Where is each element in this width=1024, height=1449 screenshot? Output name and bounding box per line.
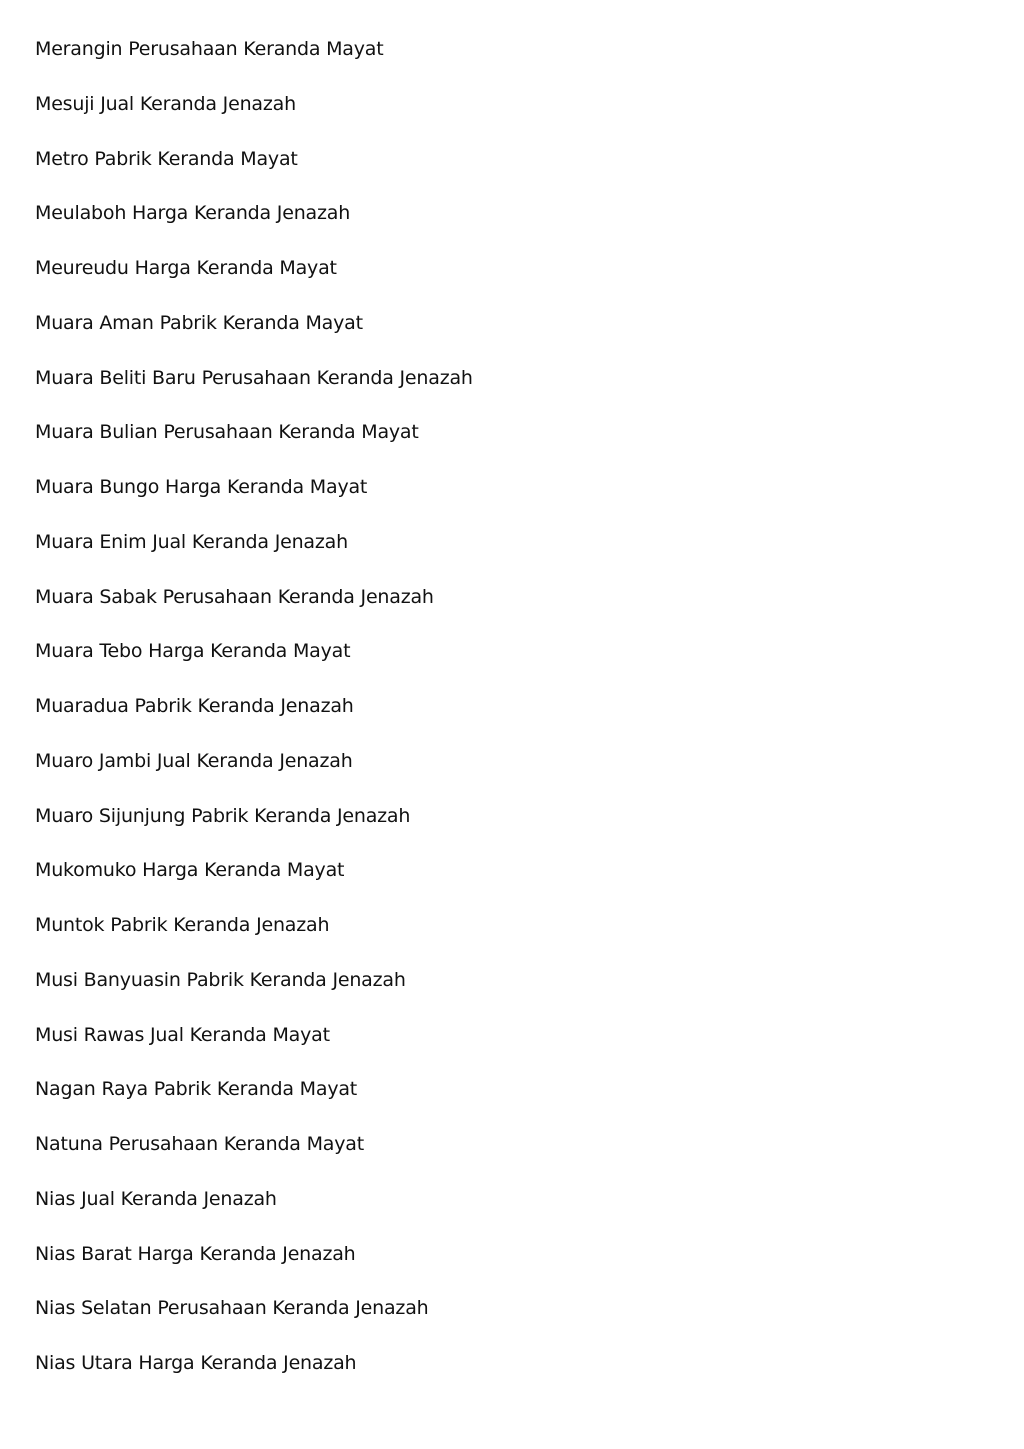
list-item: Meulaboh Harga Keranda Jenazah bbox=[35, 202, 351, 225]
list-item: Muara Aman Pabrik Keranda Mayat bbox=[35, 311, 363, 334]
list-item: Natuna Perusahaan Keranda Mayat bbox=[35, 1133, 364, 1155]
list-item: Muara Bungo Harga Keranda Mayat bbox=[35, 476, 368, 498]
list-item: Nias Selatan Perusahaan Keranda Jenazah bbox=[35, 1297, 429, 1320]
list-item: Nagan Raya Pabrik Keranda Mayat bbox=[35, 1078, 358, 1101]
list-item: Muaro Jambi Jual Keranda Jenazah bbox=[35, 749, 353, 772]
list-item: Muara Tebo Harga Keranda Mayat bbox=[35, 640, 351, 663]
list-item: Mesuji Jual Keranda Jenazah bbox=[35, 92, 296, 115]
text-list bbox=[35, 36, 473, 1405]
list-item: Muara Beliti Baru Perusahaan Keranda Jenazah bbox=[35, 366, 473, 389]
list-item: Musi Banyuasin Pabrik Keranda Jenazah bbox=[35, 968, 406, 991]
list-item: Nias Jual Keranda Jenazah bbox=[35, 1187, 277, 1210]
list-item: Muaro Sijunjung Pabrik Keranda Jenazah bbox=[35, 804, 411, 827]
list-item: Muara Sabak Perusahaan Keranda Jenazah bbox=[35, 585, 434, 608]
list-item: Muara Bulian Perusahaan Keranda Mayat bbox=[35, 421, 419, 444]
list-item: Musi Rawas Jual Keranda Mayat bbox=[35, 1023, 330, 1046]
list-item: Metro Pabrik Keranda Mayat bbox=[35, 147, 298, 170]
list-item: Muaradua Pabrik Keranda Jenazah bbox=[35, 695, 354, 717]
list-item: Nias Barat Harga Keranda Jenazah bbox=[35, 1242, 356, 1265]
list-item: Nias Utara Harga Keranda Jenazah bbox=[35, 1352, 357, 1374]
list-item: Muara Enim Jual Keranda Jenazah bbox=[35, 530, 348, 553]
list-item: Muntok Pabrik Keranda Jenazah bbox=[35, 914, 330, 936]
list-item: Meureudu Harga Keranda Mayat bbox=[35, 257, 337, 279]
list-item: Mukomuko Harga Keranda Mayat bbox=[35, 859, 345, 882]
list-item: Merangin Perusahaan Keranda Mayat bbox=[35, 38, 384, 60]
